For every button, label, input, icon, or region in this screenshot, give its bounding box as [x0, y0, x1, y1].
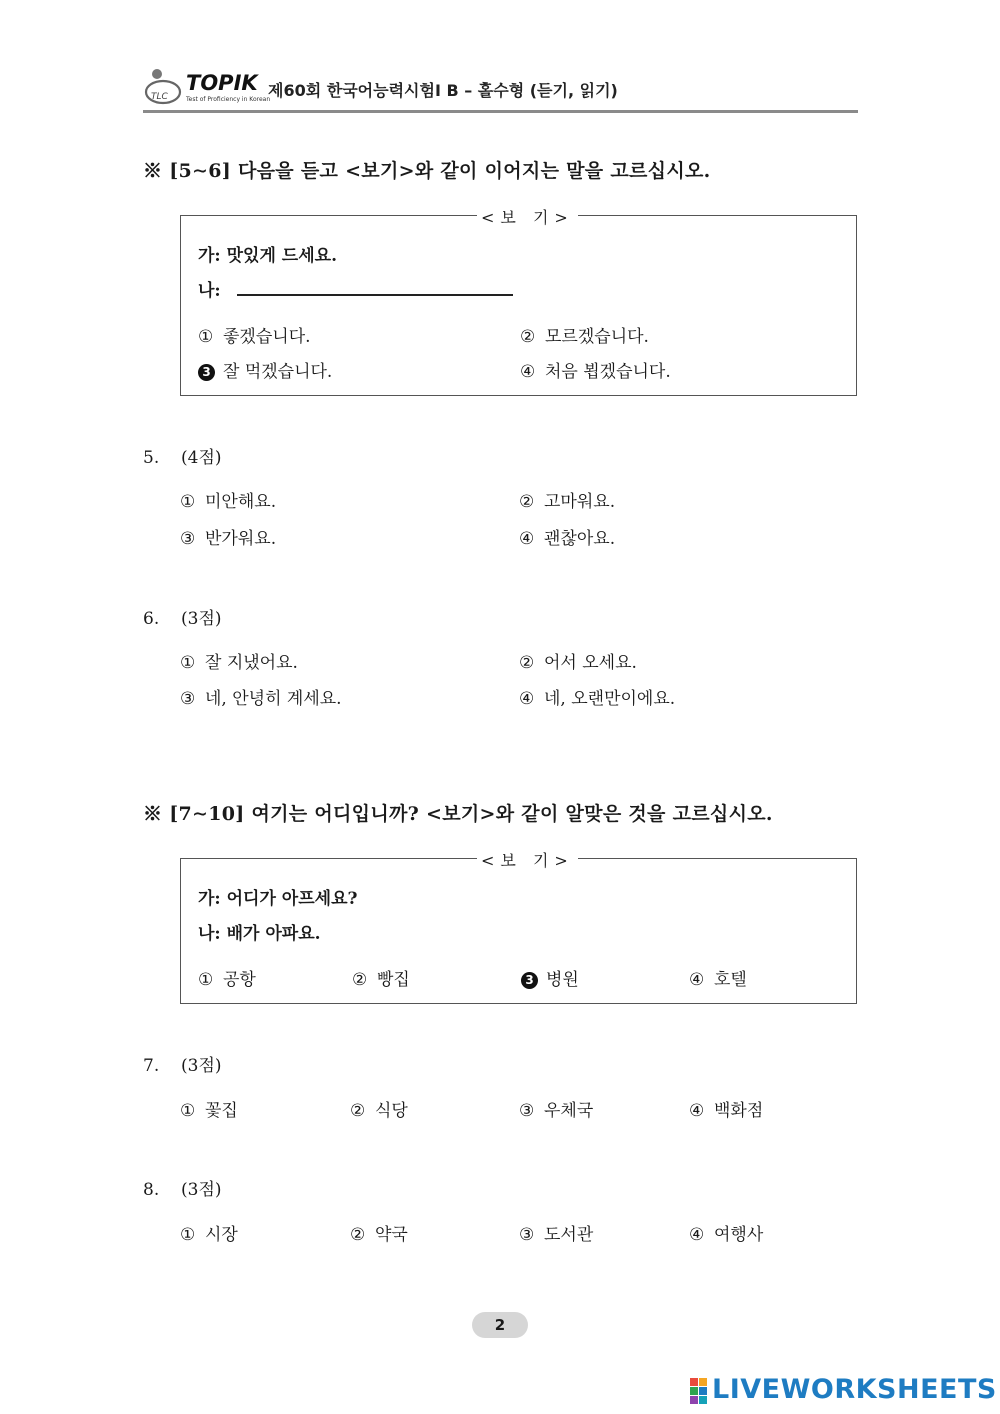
- q6-option-2[interactable]: ② 어서 오세요.: [519, 653, 637, 673]
- selected-answer-marker: 3: [521, 972, 538, 989]
- selected-answer-marker: 3: [198, 364, 215, 381]
- q8-option-2[interactable]: ② 약국: [350, 1225, 408, 1245]
- q8-option-4[interactable]: ④ 여행사: [689, 1225, 764, 1245]
- q6-option-3[interactable]: ③ 네, 안녕히 계세요.: [180, 689, 342, 709]
- answer-blank: [237, 294, 513, 296]
- q6-option-4[interactable]: ④ 네, 오랜만이에요.: [519, 689, 676, 709]
- exam-title: 제60회 한국어능력시험Ⅰ B – 홀수형 (듣기, 읽기): [268, 81, 618, 100]
- example-option: ① 공항: [198, 970, 256, 990]
- q6-option-1[interactable]: ① 잘 지냈어요.: [180, 653, 298, 673]
- example-line-ga: 가: 어디가 아프세요?: [198, 889, 358, 909]
- liveworksheets-icon: [690, 1378, 708, 1404]
- q8-option-3[interactable]: ③ 도서관: [519, 1225, 594, 1245]
- q7-option-4[interactable]: ④ 백화점: [689, 1101, 764, 1121]
- example-label: <보 기>: [477, 848, 578, 871]
- example-option: ① 좋겠습니다.: [198, 327, 311, 347]
- liveworksheets-wordmark: LIVEWORKSHEETS: [712, 1374, 997, 1405]
- example-line-na: 나: 배가 아파요.: [198, 924, 321, 944]
- example-option: ④ 처음 뵙겠습니다.: [520, 362, 671, 382]
- q8-option-1[interactable]: ① 시장: [180, 1225, 238, 1245]
- topik-logo-text: TOPIK: [186, 71, 258, 95]
- question-6-header: 6. (3점): [143, 609, 222, 629]
- question-7-header: 7. (3점): [143, 1056, 222, 1076]
- example-line-na: 나:: [198, 281, 221, 301]
- q7-option-2[interactable]: ② 식당: [350, 1101, 408, 1121]
- q7-option-3[interactable]: ③ 우체국: [519, 1101, 594, 1121]
- q5-option-2[interactable]: ② 고마워요.: [519, 492, 616, 512]
- example-option: ② 모르겠습니다.: [520, 327, 649, 347]
- example-option: ④ 호텔: [689, 970, 747, 990]
- example-option-selected: 3 잘 먹겠습니다.: [198, 357, 332, 382]
- topik-logo-tagline: Test of Proficiency in Korean: [186, 96, 271, 103]
- q7-option-1[interactable]: ① 꽃집: [180, 1101, 238, 1121]
- q5-option-4[interactable]: ④ 괜찮아요.: [519, 529, 616, 549]
- example-label: <보 기>: [477, 205, 578, 228]
- question-5-header: 5. (4점): [143, 448, 222, 468]
- section2-instruction: ※ [7∼10] 여기는 어디입니까? <보기>와 같이 알맞은 것을 고르십시오.: [143, 803, 773, 825]
- header-rule: [143, 110, 858, 113]
- example-option: ② 빵집: [352, 970, 410, 990]
- section1-example-box: [180, 208, 857, 396]
- example-option-selected: 3 병원: [521, 965, 579, 990]
- question-8-header: 8. (3점): [143, 1180, 222, 1200]
- page-number: 2: [472, 1312, 528, 1338]
- q5-option-1[interactable]: ① 미안해요.: [180, 492, 277, 512]
- q5-option-3[interactable]: ③ 반가워요.: [180, 529, 277, 549]
- section1-instruction: ※ [5∼6] 다음을 듣고 <보기>와 같이 이어지는 말을 고르십시오.: [143, 160, 711, 182]
- svg-text:TLC: TLC: [151, 92, 168, 102]
- section2-example-box: [180, 851, 857, 1004]
- example-line-ga: 가: 맛있게 드세요.: [198, 246, 337, 266]
